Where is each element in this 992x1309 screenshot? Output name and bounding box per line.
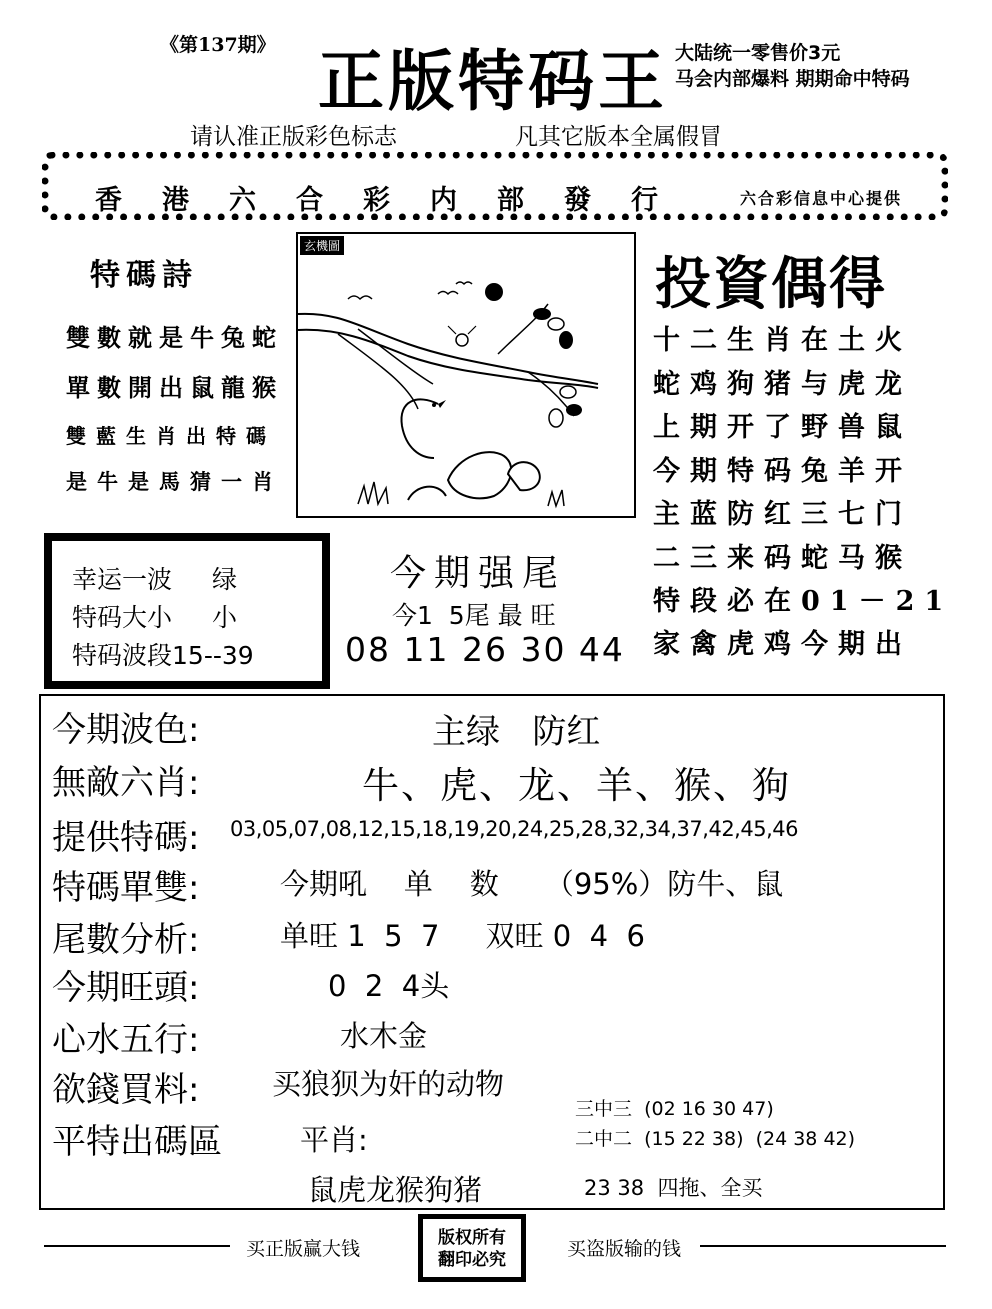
lucky-head-value: 0 2 4头 [328, 969, 450, 1003]
six-zodiac-value: 牛、虎、龙、羊、猴、狗 [362, 764, 791, 807]
copyright-line: 翻印必究 [438, 1250, 506, 1270]
combo-drag: 23 38 四拖、全买 [584, 1176, 763, 1200]
wave-color-value: 主绿 防红 [432, 712, 601, 752]
five-elements-label: 心水五行: [52, 1020, 200, 1060]
invest-line: 上期开了野兽鼠 [653, 412, 912, 443]
lucky-range-label: 特码波段 [72, 641, 173, 670]
flat-zone-label: 平特出碼區 [52, 1122, 222, 1162]
counterfeit-notice: 凡其它版本全属假冒 [515, 124, 722, 150]
lucky-size-value: 小 [212, 603, 238, 632]
lucky-range-value: 15--39 [172, 641, 254, 670]
footer-rule-left [44, 1245, 230, 1247]
poem-line: 雙數就是牛兔蛇 [66, 323, 283, 352]
invest-line: 特段必在01－21 [653, 586, 954, 617]
poem-line: 是牛是馬猜一肖 [66, 469, 283, 494]
five-elements-value: 水木金 [340, 1019, 428, 1053]
tagline-text: 马会内部爆料 期期命中特码 [675, 68, 910, 90]
poem-line: 雙藍生肖出特碼 [66, 424, 276, 448]
lucky-wave-label: 幸运一波 [72, 565, 173, 594]
mystery-picture [296, 232, 636, 518]
invest-line: 二三来码蛇马猴 [653, 543, 912, 574]
footer-left-text: 买正版赢大钱 [246, 1238, 361, 1260]
wave-color-label: 今期波色: [52, 710, 200, 750]
lucky-range-row [72, 636, 254, 672]
lucky-size-row [72, 598, 237, 634]
branch-bird-illustration [298, 234, 634, 516]
strong-tail-numbers: 08 11 26 30 44 [345, 630, 625, 669]
poem-title: 特碼詩 [90, 258, 198, 293]
lucky-size-label: 特码大小 [72, 603, 173, 632]
footer-right-text: 买盗版输的钱 [567, 1238, 682, 1260]
buy-tip-label: 欲錢買料: [52, 1070, 200, 1110]
tail-analysis-label: 尾數分析: [52, 920, 200, 960]
lucky-head-label: 今期旺頭: [52, 968, 200, 1008]
special-numbers-value: 03,05,07,08,12,15,18,19,20,24,25,28,32,34,37,42,45,46 [230, 817, 798, 841]
invest-line: 家禽虎鸡今期出 [653, 629, 912, 660]
copyright-line: 版权所有 [438, 1228, 506, 1248]
flat-zodiac-value: 鼠虎龙猴狗猪 [308, 1173, 483, 1207]
buy-tip-value: 买狼狈为奸的动物 [272, 1067, 505, 1101]
odd-even-label: 特碼單雙: [52, 868, 200, 908]
combo-three: 三中三 (02 16 30 47) [575, 1098, 774, 1120]
banner-title: 香港六合彩内部發行 [95, 185, 698, 216]
issue-number: 《第137期》 [160, 34, 276, 56]
picture-label: 玄機圖 [300, 236, 344, 255]
invest-line: 蛇鸡狗猪与虎龙 [653, 369, 912, 400]
footer-rule-right [700, 1245, 946, 1247]
flat-zodiac-label: 平肖: [300, 1123, 368, 1157]
invest-title: 投資偶得 [655, 251, 887, 317]
invest-line: 主蓝防红三七门 [653, 499, 912, 530]
combo-two: 二中二 (15 22 38) (24 38 42) [575, 1128, 856, 1150]
six-zodiac-label: 無敵六肖: [52, 763, 200, 803]
special-numbers-label: 提供特碼: [52, 818, 200, 858]
copyright-box [418, 1214, 526, 1282]
page-title: 正版特码王 [318, 42, 668, 120]
lucky-wave-value: 绿 [212, 565, 238, 594]
lucky-wave-row [72, 560, 237, 596]
poem-line: 單數開出鼠龍猴 [66, 373, 283, 402]
price-text: 大陆统一零售价3元 [675, 42, 841, 64]
invest-line: 十二生肖在土火 [653, 325, 912, 356]
strong-tail-subtitle: 今1 5尾 最 旺 [392, 601, 556, 630]
strong-tail-title: 今期强尾 [390, 553, 567, 594]
invest-line: 今期特码兔羊开 [653, 456, 912, 487]
tail-analysis-value: 单旺 1 5 7 双旺 0 4 6 [280, 919, 645, 953]
authenticity-notice: 请认准正版彩色标志 [190, 124, 397, 150]
banner-provider: 六合彩信息中心提供 [740, 189, 903, 208]
odd-even-value: 今期吼 单 数 （95%）防牛、鼠 [280, 867, 784, 901]
